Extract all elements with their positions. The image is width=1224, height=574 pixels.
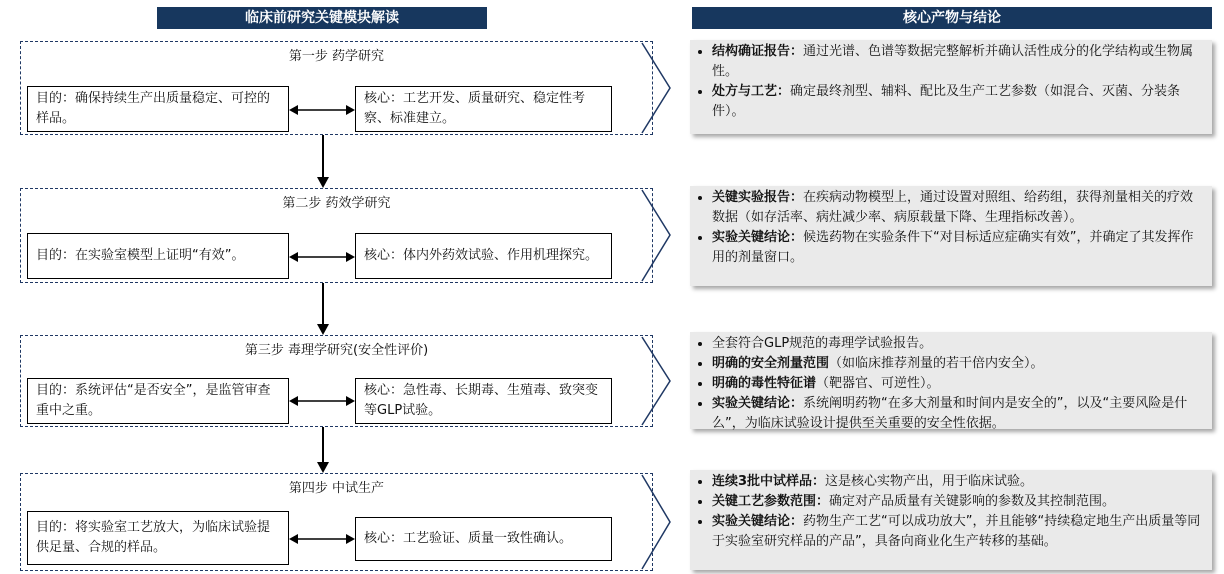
output-item (712, 334, 1204, 354)
output-item-text: （如临床推荐剂量的若干倍内安全）。 (829, 356, 1044, 371)
down-arrow-icon (316, 427, 330, 473)
output-item (712, 492, 1204, 512)
step-2-double-arrow-icon (289, 250, 355, 264)
output-item-bold: 明确的安全剂量范围 (712, 356, 830, 371)
step-1-core-box (355, 86, 612, 132)
step-4-core: 核心：工艺验证、质量一致性确认。 (364, 531, 573, 546)
output-item-bold: 实验关键结论： (712, 396, 804, 411)
step-2-purpose-box (27, 233, 289, 279)
output-item (712, 82, 1204, 122)
output-item (712, 374, 1204, 394)
output-item-bold: 关键工艺参数范围： (712, 494, 830, 509)
step-1-purpose: 目的：确保持续生产出质量稳定、可控的样品。 (36, 91, 271, 126)
output-item-text: 确定对产品质量有关键影响的参数及其控制范围。 (829, 494, 1116, 509)
chevron-right-icon (640, 188, 672, 283)
output-item-text: 在疾病动物模型上，通过设置对照组、给药组，获得剂量相关的疗效数据（如存活率、病灶减少率、病原载量下降、生理指标改善）。 (712, 190, 1194, 225)
step-3-purpose: 目的：系统评估“是否安全”，是监管审查重中之重。 (36, 383, 271, 418)
output-item-text: 系统阐明药物“在多大剂量和时间内是安全的”，以及“主要风险是什么”，为临床试验设计提供至关重要的安全性依据。 (712, 396, 1188, 431)
output-item-bold: 关键实验报告： (712, 190, 804, 205)
step-4-title: 第四步 中试生产 (288, 481, 385, 496)
step-3-double-arrow-icon (289, 394, 355, 408)
output-panel-4 (690, 470, 1212, 570)
step-2-core: 核心：体内外药效试验、作用机理探究。 (364, 248, 599, 263)
step-1-double-arrow-icon (289, 103, 355, 117)
output-item-bold: 明确的毒性特征谱 (712, 376, 817, 391)
step-2-core-box (355, 233, 612, 279)
down-arrow-icon (316, 135, 330, 188)
output-item (712, 188, 1204, 228)
right-header: 核心产物与结论 (692, 7, 1212, 29)
output-item (712, 42, 1204, 82)
step-2-purpose: 目的：在实验室模型上证明“有效”。 (36, 248, 245, 263)
step-1-core: 核心：工艺开发、质量研究、稳定性考察、标准建立。 (364, 91, 586, 126)
output-item-text: （靶器官、可逆性）。 (816, 376, 940, 391)
output-item (712, 512, 1204, 552)
output-item-bold: 实验关键结论： (712, 514, 804, 529)
step-3-purpose-box (27, 378, 289, 424)
step-3-core: 核心：急性毒、长期毒、生殖毒、致突变等GLP试验。 (364, 383, 599, 418)
output-item (712, 394, 1204, 434)
left-header: 临床前研究关键模块解读 (157, 7, 487, 29)
output-item-text: 药物生产工艺“可以成功放大”，并且能够“持续稳定地生产出质量等同于实验室研究样品的产品”，具备向商业化生产转移的基础。 (712, 514, 1201, 549)
output-panel-1 (690, 40, 1212, 134)
step-1-title: 第一步 药学研究 (288, 49, 385, 64)
output-item-text: 这是核心实物产出，用于临床试验。 (825, 474, 1034, 489)
chevron-right-icon (640, 335, 672, 427)
output-item-text: 通过光谱、色谱等数据完整解析并确认活性成分的化学结构或生物属性。 (712, 44, 1194, 79)
step-4-core-box (355, 517, 612, 561)
output-item-bold: 处方与工艺： (712, 84, 791, 99)
output-item (712, 354, 1204, 374)
output-item (712, 472, 1204, 492)
step-4-double-arrow-icon (289, 532, 355, 546)
step-3-core-box (355, 378, 612, 424)
step-4-purpose-box (27, 511, 289, 565)
output-item-bold: 结构确证报告： (712, 44, 804, 59)
step-1-purpose-box (27, 86, 289, 132)
step-3-title: 第三步 毒理学研究(安全性评价) (244, 343, 429, 358)
output-item-text: 候选药物在实验条件下“对目标适应症确实有效”，并确定了其发挥作用的剂量窗口。 (712, 230, 1194, 265)
chevron-right-icon (640, 473, 672, 571)
output-panel-2 (690, 186, 1212, 286)
output-panel-3 (690, 332, 1212, 429)
output-item-bold: 实验关键结论： (712, 230, 804, 245)
down-arrow-icon (316, 283, 330, 335)
output-item-text: 全套符合GLP规范的毒理学试验报告。 (712, 336, 933, 351)
output-item (712, 228, 1204, 268)
step-4-purpose: 目的：将实验室工艺放大，为临床试验提供足量、合规的样品。 (36, 520, 271, 555)
step-2-title: 第二步 药效学研究 (282, 196, 391, 211)
output-item-bold: 连续3批中试样品： (712, 474, 826, 489)
chevron-right-icon (640, 41, 672, 135)
output-item-text: 确定最终剂型、辅料、配比及生产工艺参数（如混合、灭菌、分装条件）。 (712, 84, 1181, 119)
